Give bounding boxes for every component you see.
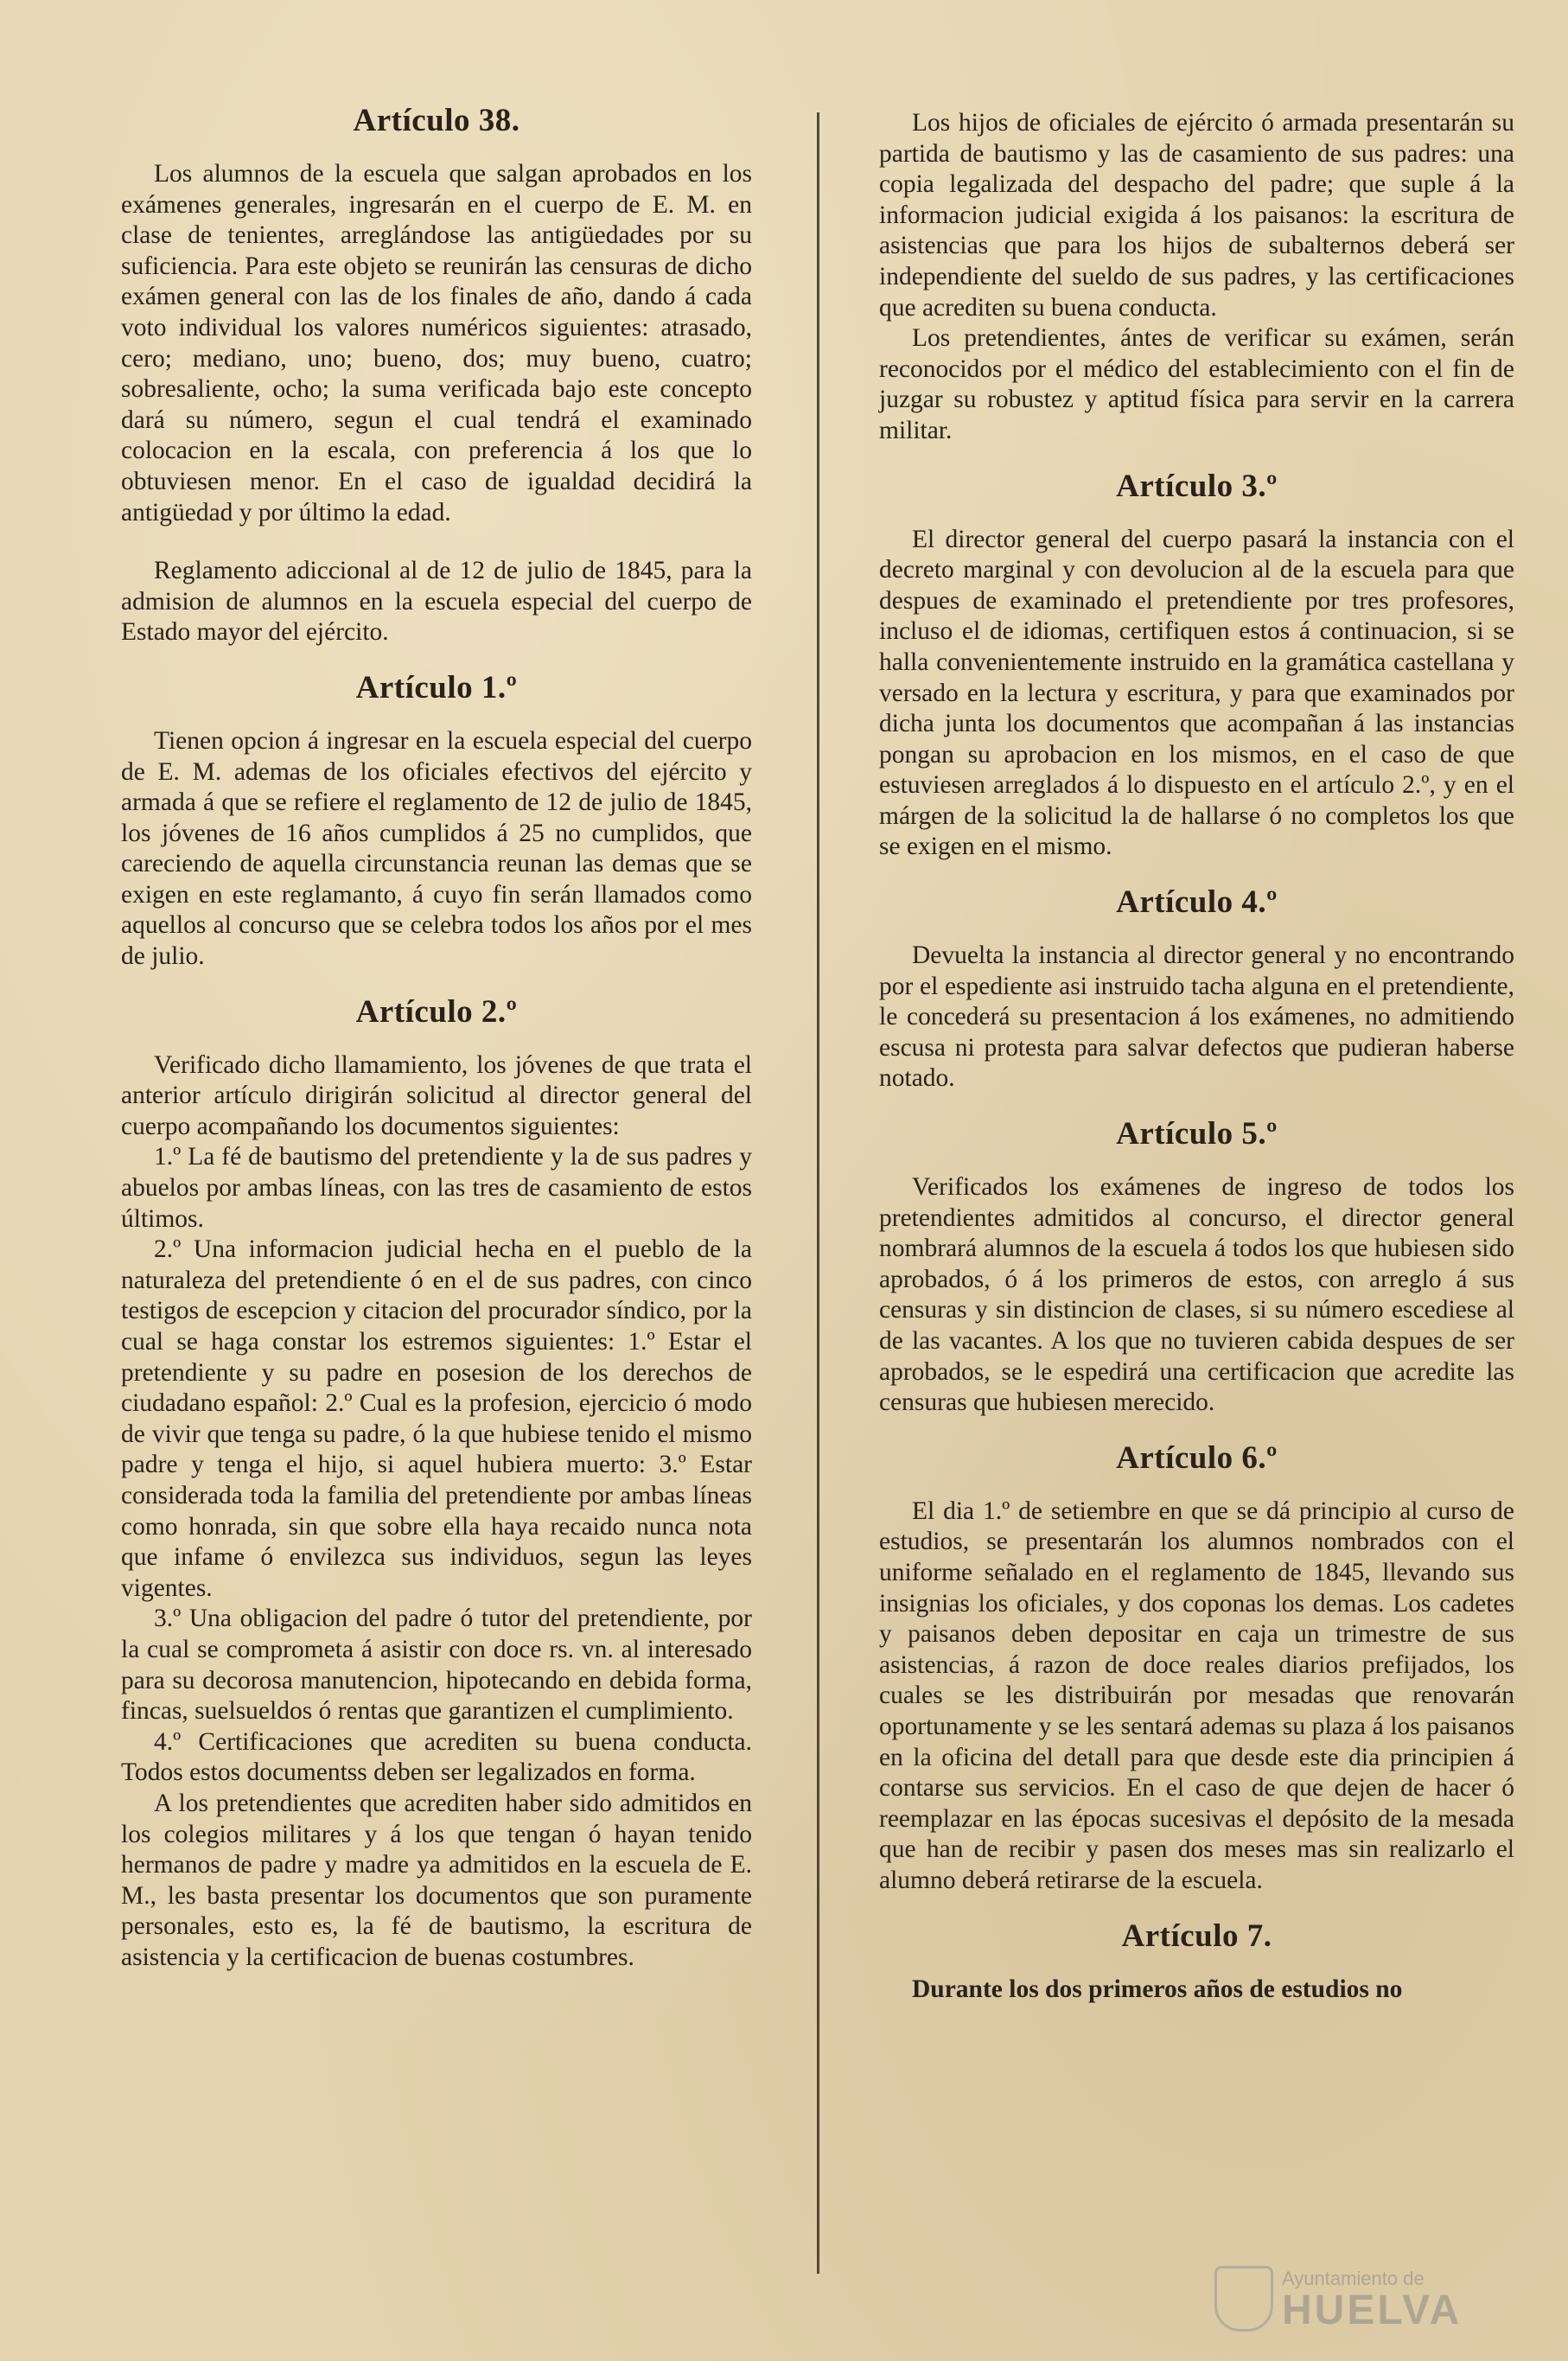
article-2-item-1: 1.º La fé de bautismo del pretendiente y la de sus padres y abuelos por ambas líneas, con las tres de casamiento de estos últimos. xyxy=(121,1143,752,1233)
article-1-body: Tienen opcion á ingresar en la escuela especial del cuerpo de E. M. ademas de los oficiales efectivos del ejército y armada á que se refiere el reglamento de 12 de julio de 1845, los jóvenes de 16 años cumplidos á 25 no cumplidos, que careciendo de aquella circunstancia reunan las demas que se exigen en este reglamanto, á cuyo fin serán llamados como aquellos al concurso que se celebra todos los años por el mes de julio. xyxy=(121,726,752,971)
right-column xyxy=(879,108,1514,2005)
article-2-closing: A los pretendientes que acrediten haber sido admitidos en los colegios militares y á los que tengan ó hayan tenido hermanos de padre y madre ya admitidos en la escuela de E. M., les basta presentar los documentos que son puramente personales, esto es, la fé de bautismo, la escritura de asistencia y la certificacion de buenas costumbres. xyxy=(121,1789,752,1971)
left-column xyxy=(121,102,752,1973)
column-divider xyxy=(817,112,819,2274)
article-38-heading: Artículo 38. xyxy=(353,103,520,138)
article-4-heading: Artículo 4.º xyxy=(1116,884,1278,921)
watermark-small-text: Ayuntamiento de xyxy=(1282,2268,1425,2289)
watermark-big-text: HUELVA xyxy=(1282,2288,1463,2333)
coat-of-arms-icon xyxy=(1214,2266,1273,2332)
article-7-start: Durante los dos primeros años de estudios no xyxy=(912,1975,1403,2003)
article-38-body: Los alumnos de la escuela que salgan aprobados en los exámenes generales, ingresarán en el cuerpo de E. M. en clase de tenientes, arreglándose las antigüedades por su suficiencia. Para este objeto se reunirán las censuras de dicho exámen general con las de los finales de año, dando á cada voto individual los valores numéricos siguientes: atrasado, cero; mediano, uno; bueno, dos; muy bueno, cuatro; sobresaliente, ocho; la suma verificada bajo este concepto dará su número, segun el cual tendrá el examinado colocacion en la escala, con preferencia á los que lo obtuviesen menor. En el caso de igualdad decidirá la antigüedad y por último la edad. xyxy=(121,160,752,526)
reglamento-title: Reglamento adiccional al de 12 de julio de 1845, para la admision de alumnos en la escuela especial del cuerpo de Estado mayor del ejército. xyxy=(121,557,752,647)
article-2-heading: Artículo 2.º xyxy=(355,993,518,1030)
article-4-body: Devuelta la instancia al director general y no encontrando por el espediente asi instruido tacha alguna en el pretendiente, le concederá su presentacion á los exámenes, no admitiendo escusa ni protesta para salvar defectos que pudieran haberse notado. xyxy=(879,941,1514,1093)
article-5-body: Verificados los exámenes de ingreso de todos los pretendientes admitidos al concurso, el director general nombrará alumnos de la escuela á todos los que hubiesen sido aprobados, ó á los primeros de estos, con arreglo á sus censuras y sin distincion de clases, si su número escediese al de las vacantes. A los que no tuvieren cabida despues de ser aprobados, se le espedirá una certificacion que acredite las censuras que hubiesen merecido. xyxy=(879,1173,1514,1417)
medical-exam-paragraph: Los pretendientes, ántes de verificar su exámen, serán reconocidos por el médico del establecimiento con el fin de juzgar su robustez y aptitud física para servir en la carrera militar. xyxy=(879,324,1514,444)
archive-watermark xyxy=(1214,2261,1500,2332)
officers-children-paragraph: Los hijos de oficiales de ejército ó armada presentarán su partida de bautismo y las de casamiento de sus padres: una copia legalizada del despacho del padre; que suple á la informacion judicial exigida á los paisanos: la escritura de asistencias que para los hijos de subalternos deberá ser independiente del sueldo de sus padres, y las certificaciones que acrediten su buena conducta. xyxy=(879,109,1514,322)
article-2-item-4: 4.º Certificaciones que acrediten su buena conducta. Todos estos documentss deben ser legalizados en forma. xyxy=(121,1727,752,1787)
article-2-item-2: 2.º Una informacion judicial hecha en el pueblo de la naturaleza del pretendiente ó en el de sus padres, con cinco testigos de escepcion y citacion del procurador síndico, por la cual se haga constar los estremos siguientes: 1.º Estar el pretendiente y su padre en posesion de los derechos de ciudadano español: 2.º Cual es la profesion, ejercicio ó modo de vivir que tenga su padre, ó la que hubiese tenido el mismo padre y tenga el hijo, si aquel hubiera muerto: 3.º Estar considerada toda la familia del pretendiente por ambas líneas como honrada, sin que sobre ella haya recaido nunca nota que infame ó envilezca sus individuos, segun las leyes vigentes. xyxy=(121,1235,752,1602)
article-2-intro: Verificado dicho llamamiento, los jóvenes de que trata el anterior artículo dirigirán solicitud al director general del cuerpo acompañando los documentos siguientes: xyxy=(121,1050,752,1140)
article-6-heading: Artículo 6.º xyxy=(1116,1439,1278,1476)
article-2-item-3: 3.º Una obligacion del padre ó tutor del pretendiente, por la cual se comprometa á asistir con doce rs. vn. al interesado para su decorosa manutencion, hipotecando en debida forma, fincas, suelsueldos ó rentas que garantizen el cumplimiento. xyxy=(121,1605,752,1726)
article-5-heading: Artículo 5.º xyxy=(1116,1116,1278,1152)
article-3-body: El director general del cuerpo pasará la instancia con el decreto marginal y con devolucion al de la escuela para que despues de examinado el pretendiente por tres profesores, incluso el de idiomas, certifiquen estos á continuacion, si se halla convenientemente instruido en la gramática castellana y versado en la lectura y escritura, y para que examinados por dicha junta los documentos que acompañan á las instancias pongan su aprobacion en los mismos, en el caso de que estuviesen arreglados á lo dispuesto en el artículo 2.º, y en el márgen de la solicitud la de hallarse ó no completos los que se exigen en el mismo. xyxy=(879,525,1514,861)
article-7-heading: Artículo 7. xyxy=(1121,1918,1272,1954)
article-3-heading: Artículo 3.º xyxy=(1116,468,1278,504)
article-6-body: El dia 1.º de setiembre en que se dá principio al curso de estudios, se presentarán los alumnos nombrados con el uniforme señalado en el reglamento de 1845, llevando sus insignias los oficiales, y dos coponas los demas. Los cadetes y paisanos deben depositar en caja un trimestre de sus asistencias, á razon de doce reales diarios prefijados, los cuales se les distribuirán por mesadas que renovarán oportunamente y se les sentará ademas su plaza á los paisanos en la oficina del detall para que desde este dia principien á contarse sus servicios. En el caso de que dejen de hacer ó reemplazar en las épocas sucesivas el depósito de la mesada que han de recibir y pasen dos meses mas sin realizarlo el alumno deberá retirarse de la escuela. xyxy=(879,1496,1514,1894)
article-1-heading: Artículo 1.º xyxy=(355,669,518,705)
